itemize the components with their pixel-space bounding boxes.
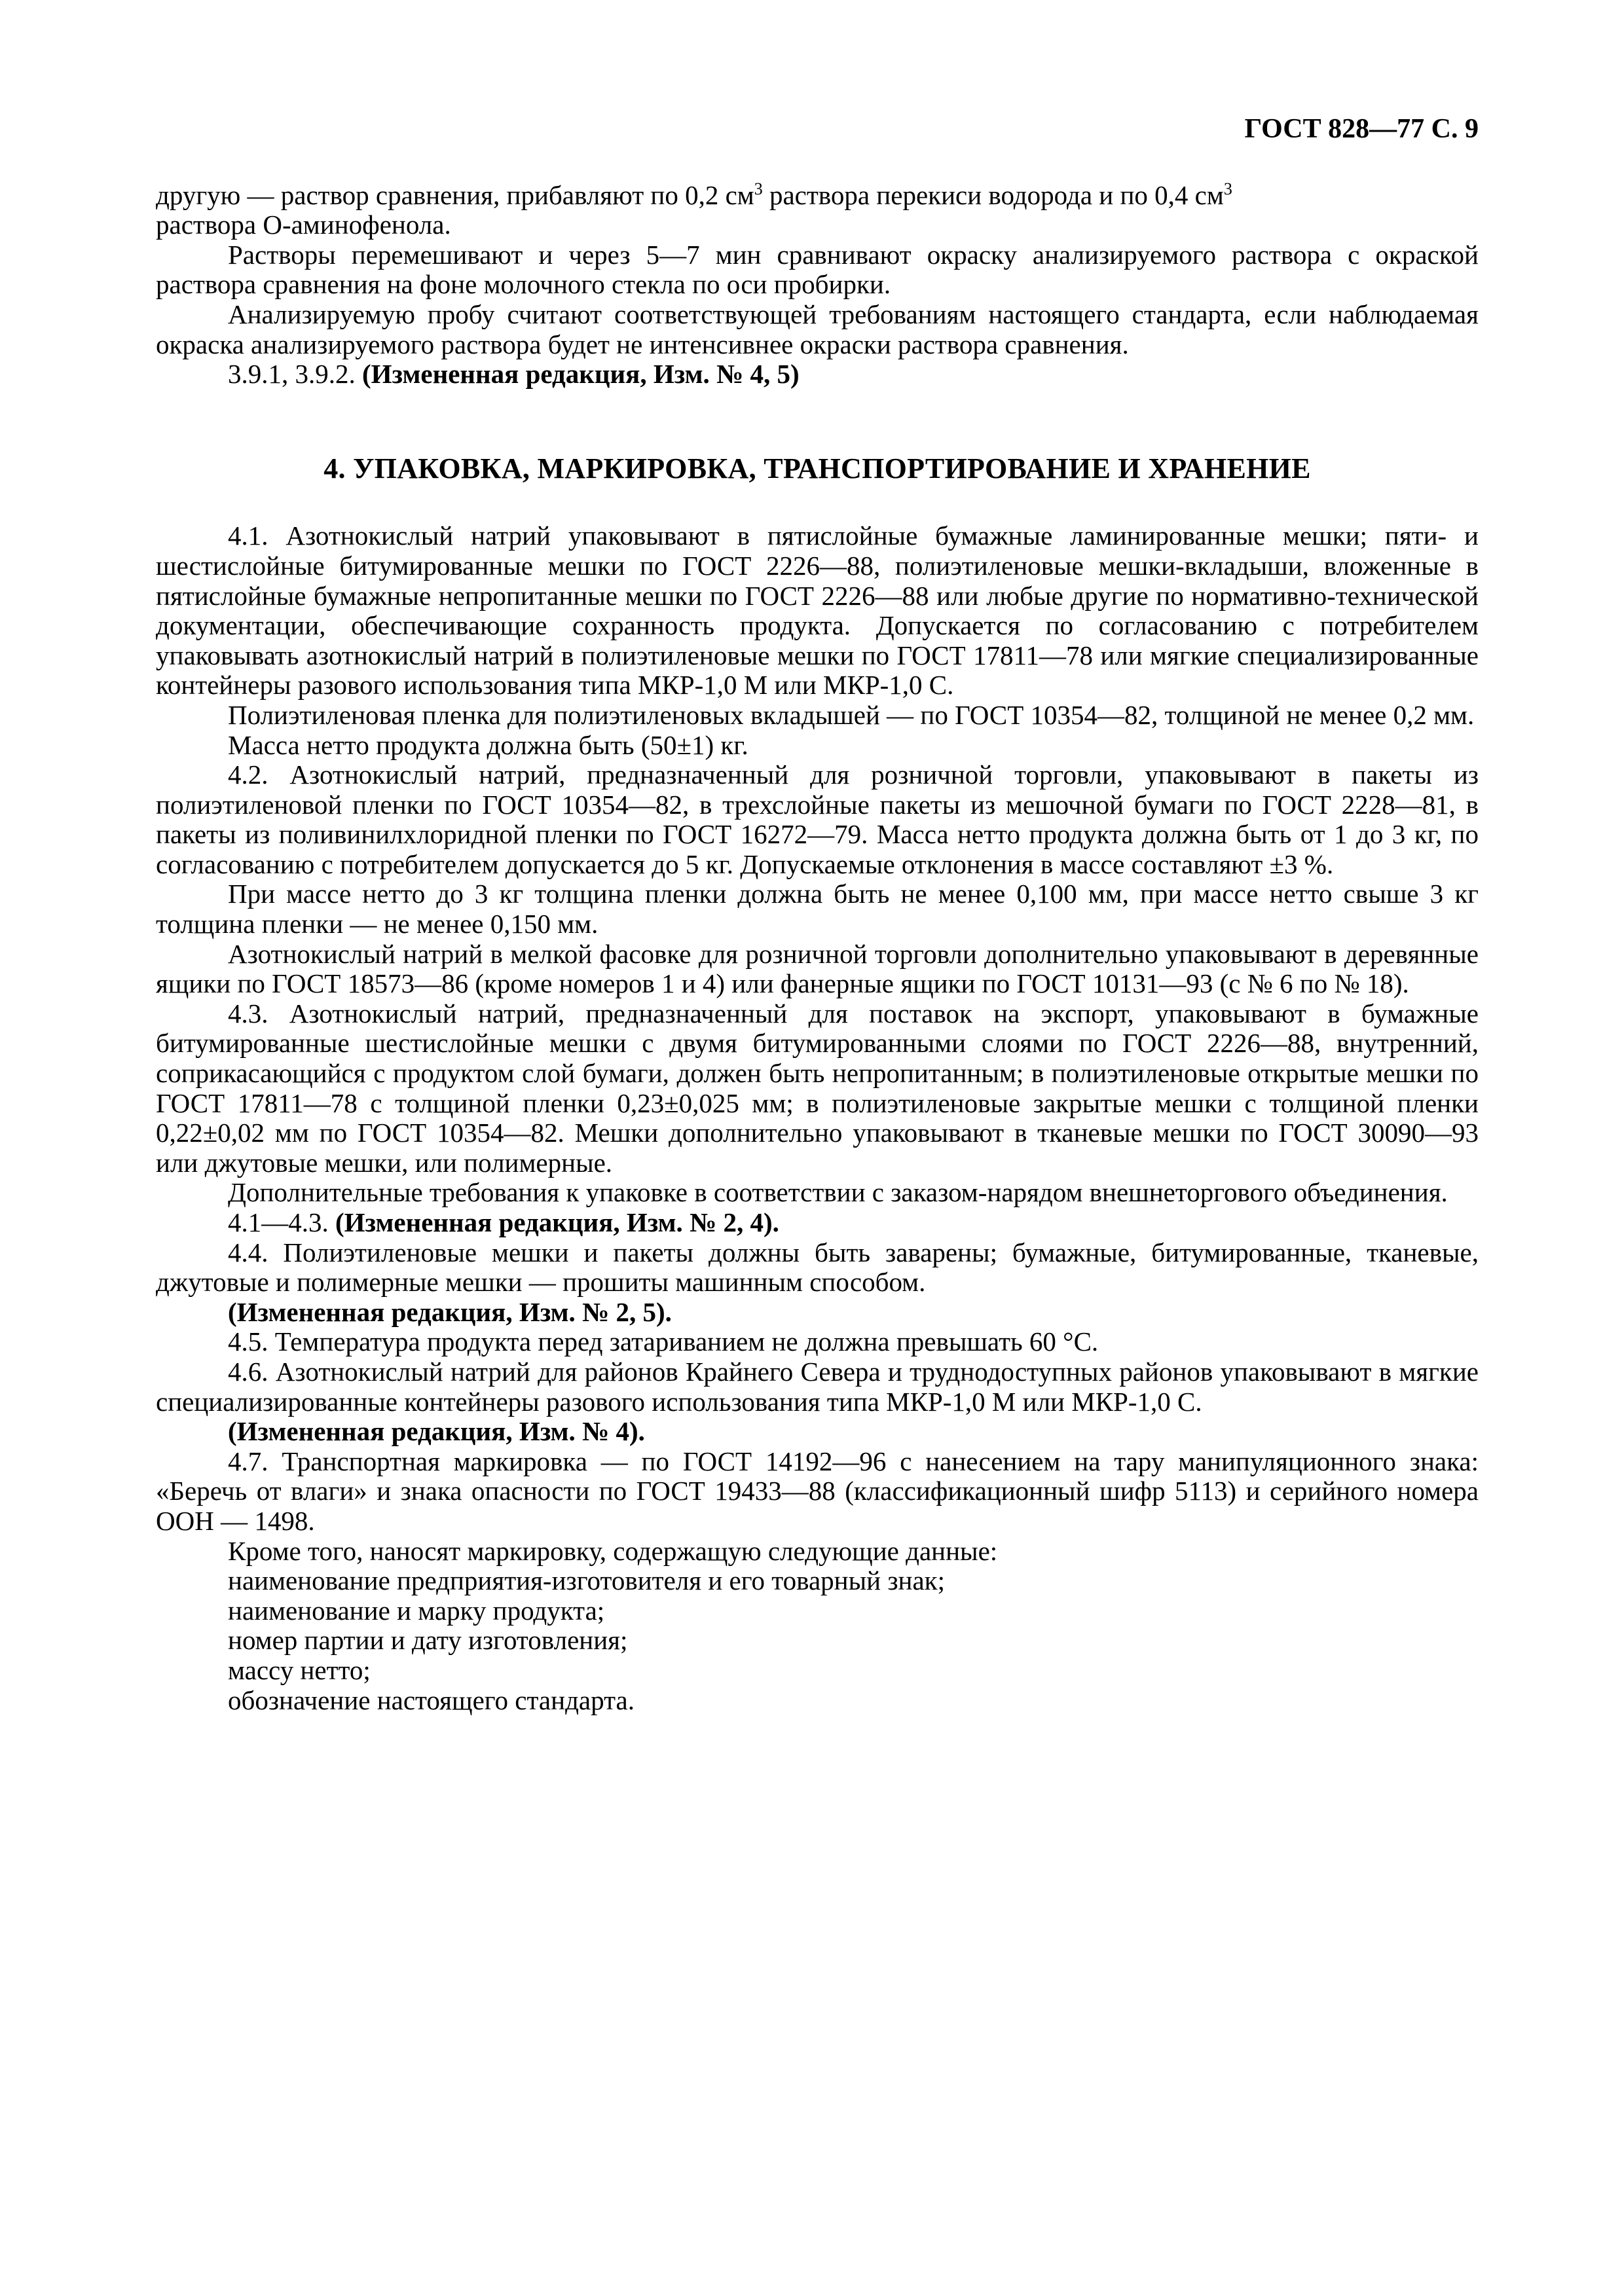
marking-item: массу нетто; (228, 1654, 371, 1685)
marking-item: номер партии и дату изготовления; (228, 1625, 628, 1656)
paragraph-film-thickness: При массе нетто до 3 кг толщина пленки должна быть не менее 0,100 мм, при массе нетто свыше 3 кг толщина пленки — не менее 0,150 мм. (156, 879, 1479, 939)
text-fragment: другую — раствор сравнения, прибавляют по 0,2 см (156, 179, 754, 210)
paragraph-4-5: 4.5. Температура продукта перед затариванием не должна превышать 60 °С. (228, 1326, 1099, 1357)
paragraph-net-mass: Масса нетто продукта должна быть (50±1) кг. (228, 729, 748, 760)
clause-number: 3.9.1, 3.9.2. (228, 359, 362, 390)
paragraph-mixing: Растворы перемешивают и через 5—7 мин сравнивают окраску анализируемого раствора с окраской раствора сравнения на фоне молочного стекла по оси пробирки. (156, 239, 1479, 300)
superscript: 3 (754, 179, 763, 198)
paragraph-film: Полиэтиленовая пленка для полиэтиленовых вкладышей — по ГОСТ 10354—82, толщиной не менее 0,2 мм. (228, 699, 1475, 730)
paragraph-revision-3-9 (156, 359, 1479, 390)
text-fragment: раствора О-аминофенола. (156, 210, 451, 240)
paragraph-comparison-solution (156, 181, 1479, 240)
text-fragment: раствора перекиси водорода и по 0,4 см (762, 179, 1224, 210)
paragraph-conformity: Анализируемую пробу считают соответствующей требованиям настоящего стандарта, если наблюдаемая окраска анализируемого раствора будет не интенсивнее окраски раствора сравнения. (156, 299, 1479, 359)
paragraph-4-7: 4.7. Транспортная маркировка — по ГОСТ 14192—96 с нанесением на тару манипуляционного знака: «Беречь от влаги» и знака опасности по ГОСТ 19433—88 (классификационный шифр 5113) и серийного номера ООН — 1498. (156, 1446, 1479, 1536)
paragraph-4-1: 4.1. Азотнокислый натрий упаковывают в пятислойные бумажные ламинированные мешки; пяти- и шестислойные битумированные мешки по ГОСТ 2226—88, полиэтиленовые мешки-вкладыши, вложенные в пятислойные бумажные непропитанные мешки по ГОСТ 2226—88 или любые другие по нормативно-технической документации, обеспечивающие сохранность продукта. Допускается по согласованию с потребителем упаковывать азотнокислый натрий в полиэтиленовые мешки по ГОСТ 17811—78 или мягкие специализированные контейнеры разового использования типа МКР-1,0 М или МКР-1,0 С. (156, 520, 1479, 701)
paragraph-4-6: 4.6. Азотнокислый натрий для районов Крайнего Севера и труднодоступных районов упаковывают в мягкие специализированные контейнеры разового использования типа МКР-1,0 М или МКР-1,0 С. (156, 1356, 1479, 1417)
page-header: ГОСТ 828—77 С. 9 (1244, 114, 1479, 144)
section-title: 4. УПАКОВКА, МАРКИРОВКА, ТРАНСПОРТИРОВАНИЕ И ХРАНЕНИЕ (323, 452, 1311, 484)
marking-item: наименование предприятия-изготовителя и его товарный знак; (228, 1565, 945, 1596)
revision-note-4-6: (Измененная редакция, Изм. № 4). (228, 1416, 645, 1447)
clause-number: 4.1—4.3. (228, 1207, 335, 1237)
marking-intro: Кроме того, наносят маркировку, содержащую следующие данные: (228, 1535, 998, 1566)
paragraph-small-packing: Азотнокислый натрий в мелкой фасовке для розничной торговли дополнительно упаковывают в деревянные ящики по ГОСТ 18573—86 (кроме номеров 1 и 4) или фанерные ящики по ГОСТ 10131—93 (с № 6 по № 18). (156, 938, 1479, 999)
marking-item: наименование и марку продукта; (228, 1595, 605, 1626)
paragraph-4-4: 4.4. Полиэтиленовые мешки и пакеты должны быть заварены; бумажные, битумированные, тканевые, джутовые и полимерные мешки — прошиты машинным способом. (156, 1237, 1479, 1298)
paragraph-4-3: 4.3. Азотнокислый натрий, предназначенный для поставок на экспорт, упаковывают в бумажные битумированные шестислойные мешки с двумя битумированными слоями по ГОСТ 2226—88, внутренний, соприкасающийся с продуктом слой бумаги, должен быть непропитанным; в полиэтиленовые открытые мешки по ГОСТ 17811—78 с толщиной пленки 0,23±0,025 мм; в полиэтиленовые закрытые мешки с толщиной пленки 0,22±0,02 мм по ГОСТ 10354—82. Мешки дополнительно упаковывают в тканевые мешки по ГОСТ 30090—93 или джутовые мешки, или полимерные. (156, 998, 1479, 1178)
document-page (156, 115, 1479, 1715)
superscript: 3 (1223, 179, 1232, 198)
revision-note: (Измененная редакция, Изм. № 2, 4). (335, 1207, 779, 1237)
revision-note-4-4: (Измененная редакция, Изм. № 2, 5). (228, 1296, 672, 1327)
marking-item: обозначение настоящего стандарта. (228, 1685, 635, 1715)
paragraph-4-2: 4.2. Азотнокислый натрий, предназначенный для розничной торговли, упаковывают в пакеты из полиэтиленовой пленки по ГОСТ 10354—82, в трехслойные пакеты из мешочной бумаги по ГОСТ 2228—81, в пакеты из поливинилхлоридной пленки по ГОСТ 16272—79. Масса нетто продукта должна быть от 1 до 3 кг, по согласованию с потребителем допускается до 5 кг. Допускаемые отклонения в массе составляют ±3 %. (156, 759, 1479, 879)
paragraph-revision-4-1-4-3 (156, 1208, 1479, 1238)
revision-note: (Измененная редакция, Изм. № 4, 5) (362, 359, 800, 390)
paragraph-additional-requirements: Дополнительные требования к упаковке в соответствии с заказом-нарядом внешнеторгового объединения. (228, 1177, 1448, 1208)
